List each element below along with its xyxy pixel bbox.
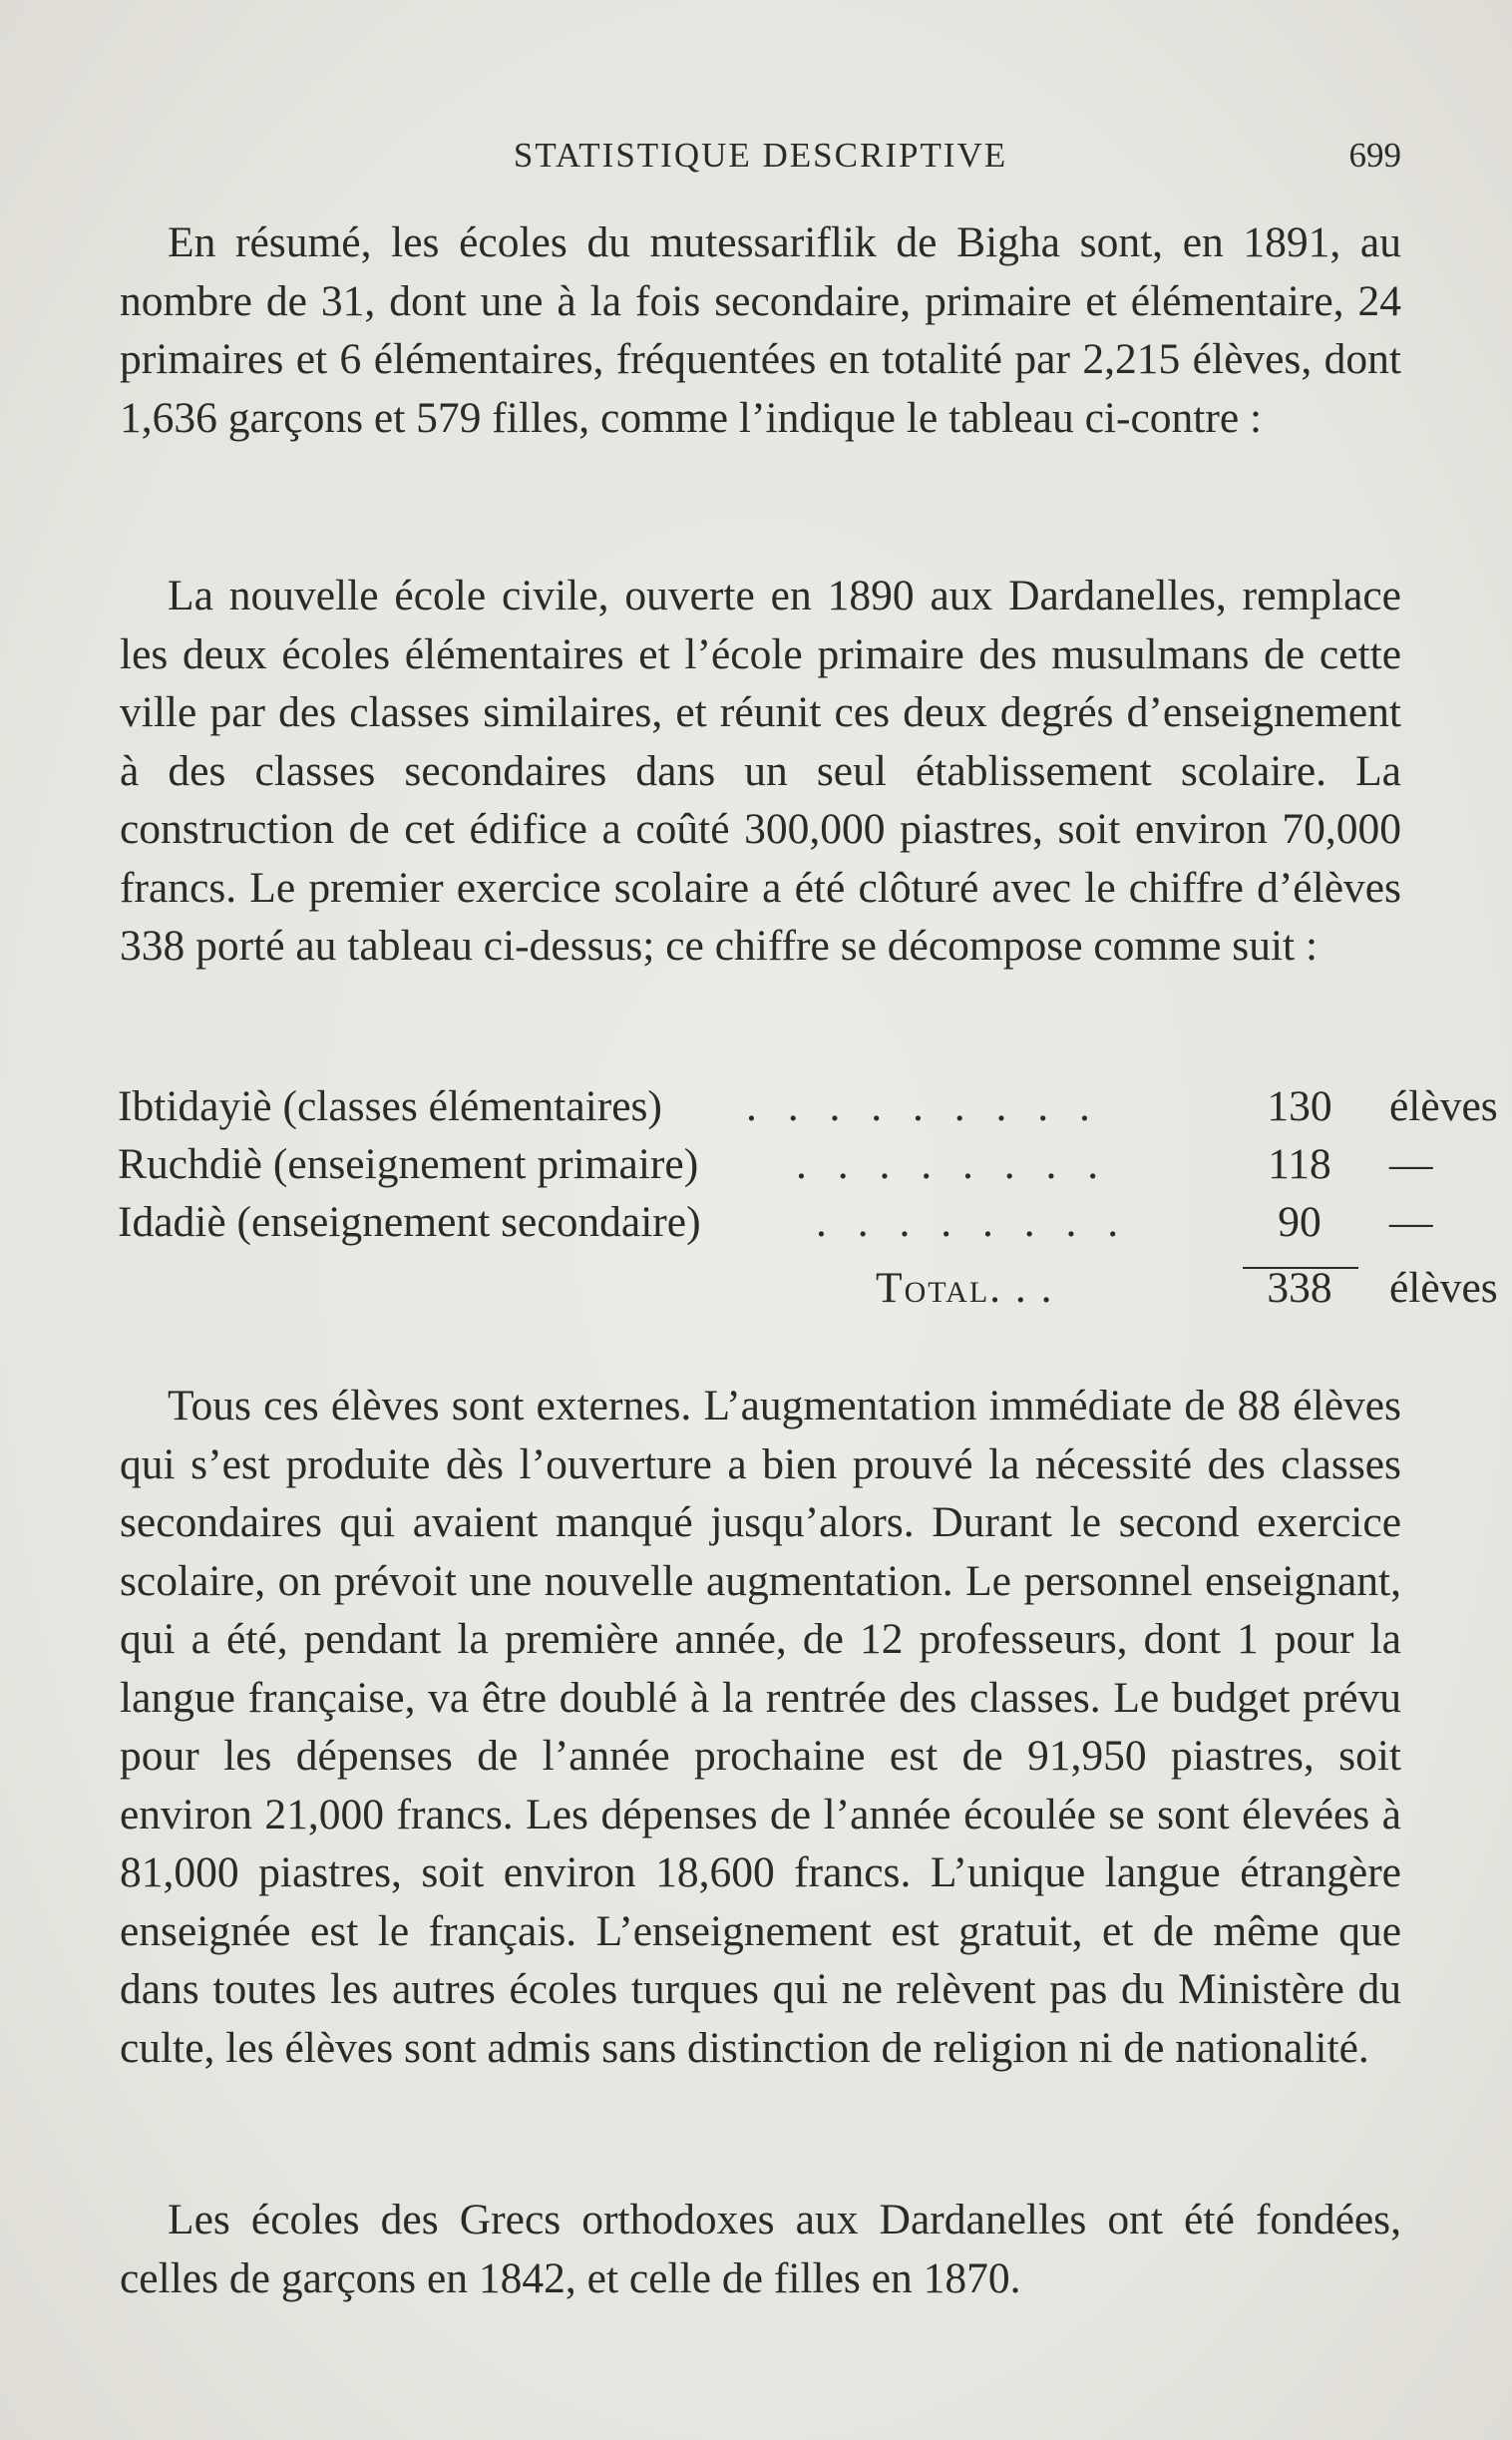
breakdown-unit: —	[1389, 1140, 1433, 1188]
running-title: STATISTIQUE DESCRIPTIVE	[513, 136, 1008, 175]
leader-dots: . . . . . . . . .	[746, 1082, 1100, 1130]
paragraph-text: Les écoles des Grecs orthodoxes aux Dardanelles ont été fondées, celles de garçons en 1842, et celle de filles en 1870.	[120, 2196, 1401, 2302]
paragraph-text: La nouvelle école civile, ouverte en 1890 aux Dardanelles, remplace les deux écoles élémentaires et l’école primaire des musulmans de cette ville par des classes similaires, et réunit ces deux degrés d’enseignement à des classes secondaires dans un seul établissement scolaire. La construction de cet édifice a coûté 300,000 piastres, soit environ 70,000 francs. Le premier exercice scolaire a été clôturé avec le chiffre d’élèves 338 porté au tableau ci-dessus; ce chiffre se décompose comme suit :	[120, 572, 1401, 970]
paragraph-greek-schools	[120, 2191, 1401, 2307]
breakdown-row	[118, 1193, 1433, 1251]
paragraph-text: En résumé, les écoles du mutessariflik de Bigha sont, en 1891, au nombre de 31, dont une à la fois secondaire, primaire et élémentaire, 24 primaires et 6 élémentaires, fréquentées en totalité par 2,215 élèves, dont 1,636 garçons et 579 filles, comme l’indique le tableau ci-contre :	[120, 218, 1401, 442]
breakdown-total-row	[118, 1259, 1498, 1317]
breakdown-unit: —	[1389, 1198, 1433, 1246]
page-header	[120, 130, 1401, 180]
leader-dots: . . . . . . . .	[796, 1140, 1109, 1188]
total-value: 338	[1267, 1264, 1332, 1312]
paragraph-text: Tous ces élèves sont externes. L’augmentation immédiate de 88 élèves qui s’est produite dès l’ouverture a bien prouvé la nécessité des classes secondaires qui avaient manqué jusqu’alors. Durant le second exercice scolaire, on prévoit une nouvelle augmentation. Le personnel enseignant, qui a été, pendant la première année, de 12 professeurs, dont 1 pour la langue française, va être doublé à la rentrée des classes. Le budget prévu pour les dépenses de l’année prochaine est de 91,950 piastres, soit environ 21,000 francs. Les dépenses de l’année écoulée se sont élevées à 81,000 piastres, soit environ 18,600 francs. L’unique langue étrangère enseignée est le français. L’enseignement est gratuit, et de même que dans toutes les autres écoles turques qui ne relèvent pas du Ministère du culte, les élèves sont admis sans distinction de religion ni de nationalité.	[120, 1382, 1401, 2072]
total-unit: élèves	[1389, 1264, 1498, 1312]
breakdown-value: 130	[1267, 1082, 1332, 1130]
enrollment-breakdown	[118, 1077, 1498, 1317]
paragraph-summary	[120, 213, 1401, 447]
paragraph-new-school	[120, 567, 1401, 976]
breakdown-row	[118, 1077, 1498, 1135]
paragraph-students	[120, 1377, 1401, 2077]
breakdown-value: 90	[1278, 1198, 1322, 1246]
breakdown-unit: élèves	[1389, 1082, 1498, 1130]
page-number: 699	[1348, 136, 1401, 175]
breakdown-label: Idadiè (enseignement secondaire)	[118, 1198, 701, 1246]
breakdown-row	[118, 1135, 1433, 1193]
breakdown-value: 118	[1268, 1140, 1331, 1188]
total-label: Total. . .	[876, 1264, 1054, 1312]
breakdown-label: Ibtidayiè (classes élémentaires)	[118, 1082, 662, 1130]
breakdown-label: Ruchdiè (enseignement primaire)	[118, 1140, 699, 1188]
leader-dots: . . . . . . . .	[816, 1198, 1129, 1246]
